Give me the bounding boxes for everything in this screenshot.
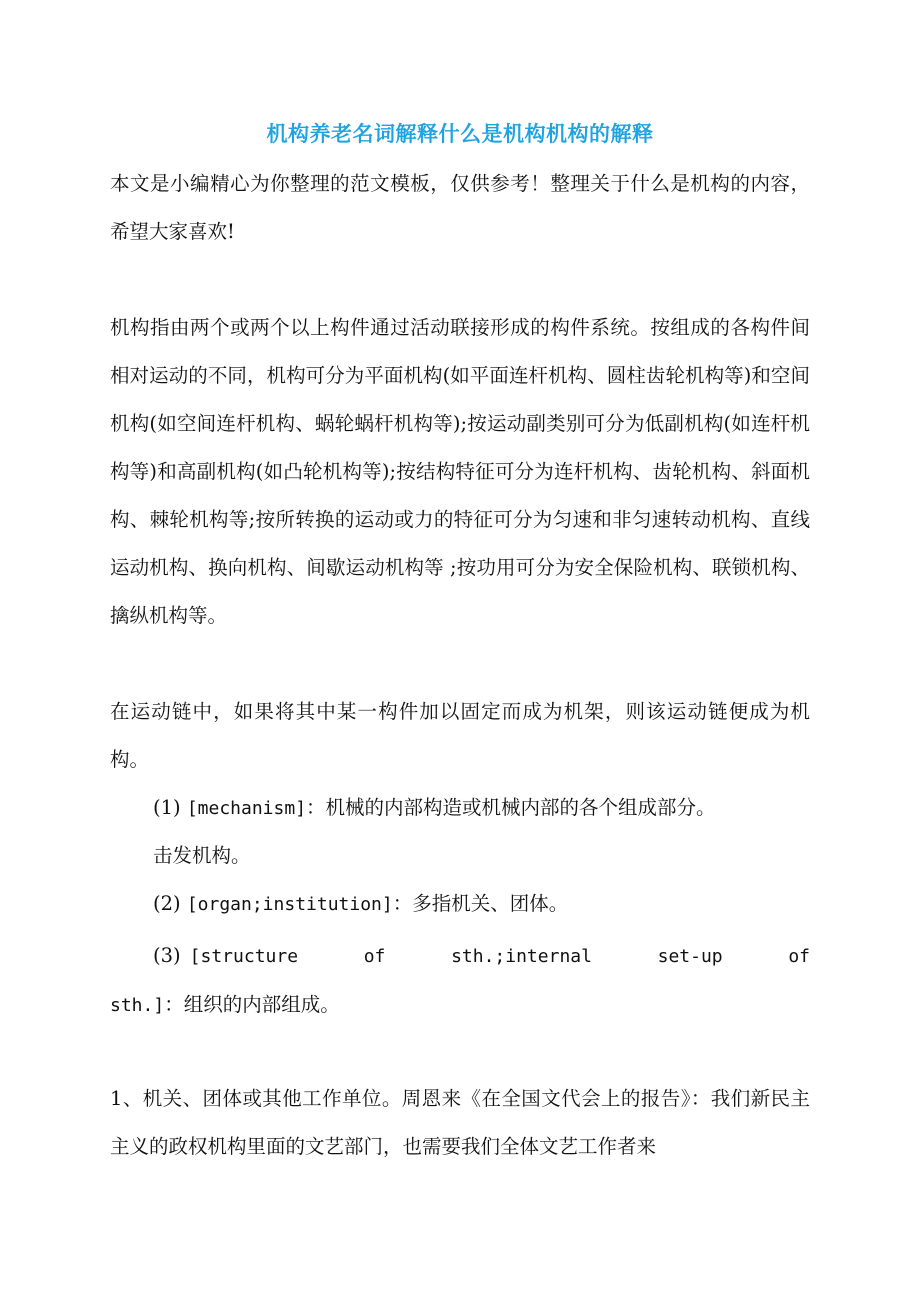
definition-3-term-line-1: [structure of sth.;internal set-up of	[189, 946, 811, 967]
definition-1-number: (1)	[153, 796, 181, 819]
definition-2-text: ：多指机关、团体。	[392, 892, 569, 915]
definition-3-line-1	[110, 932, 810, 981]
definition-3-number: (3)	[153, 944, 181, 967]
definition-2	[153, 880, 810, 929]
usage-paragraph: 1、机关、团体或其他工作单位。周恩来《在全国文代会上的报告》：我们新民主主义的政权机构里面的文艺部门，也需要我们全体文艺工作者来	[110, 1087, 810, 1158]
definition-1-text: ：机械的内部构造或机械内部的各个组成部分。	[306, 796, 716, 819]
example-1: 击发机构。	[153, 844, 251, 867]
intro-paragraph: 本文是小编精心为你整理的范文模板，仅供参考！整理关于什么是机构的内容，希望大家喜欢!	[110, 172, 810, 243]
definition-3-text: ：组织的内部组成。	[164, 993, 340, 1016]
definition-2-term: [organ;institution]	[186, 894, 393, 915]
definition-3-term-line-2: sth.]	[110, 995, 165, 1016]
definition-1	[153, 784, 810, 833]
definition-3-line-2	[110, 993, 340, 1016]
definition-3	[110, 932, 810, 1030]
mechanism-definition-paragraph: 机构指由两个或两个以上构件通过活动联接形成的构件系统。按组成的各构件间相对运动的不同，机构可分为平面机构(如平面连杆机构、圆柱齿轮机构等)和空间机构(如空间连杆机构、蜗轮蜗杆机构等);按运动副类别可分为低副机构(如连杆机构等)和高副机构(如凸轮机构等);按结构特征可分为连杆机构、齿轮机构、斜面机构、棘轮机构等;按所转换的运动或力的特征可分为匀速和非匀速转动机构、直线运动机构、换向机构、间歇运动机构等 ;按功用可分为安全保险机构、联锁机构、擒纵机构等。	[110, 316, 810, 627]
document-title: 机构养老名词解释什么是机构机构的解释	[266, 121, 654, 146]
definition-1-term: [mechanism]	[186, 798, 307, 819]
kinematic-chain-paragraph: 在运动链中，如果将其中某一构件加以固定而成为机架，则该运动链便成为机构。	[110, 700, 810, 771]
definition-2-number: (2)	[153, 892, 181, 915]
